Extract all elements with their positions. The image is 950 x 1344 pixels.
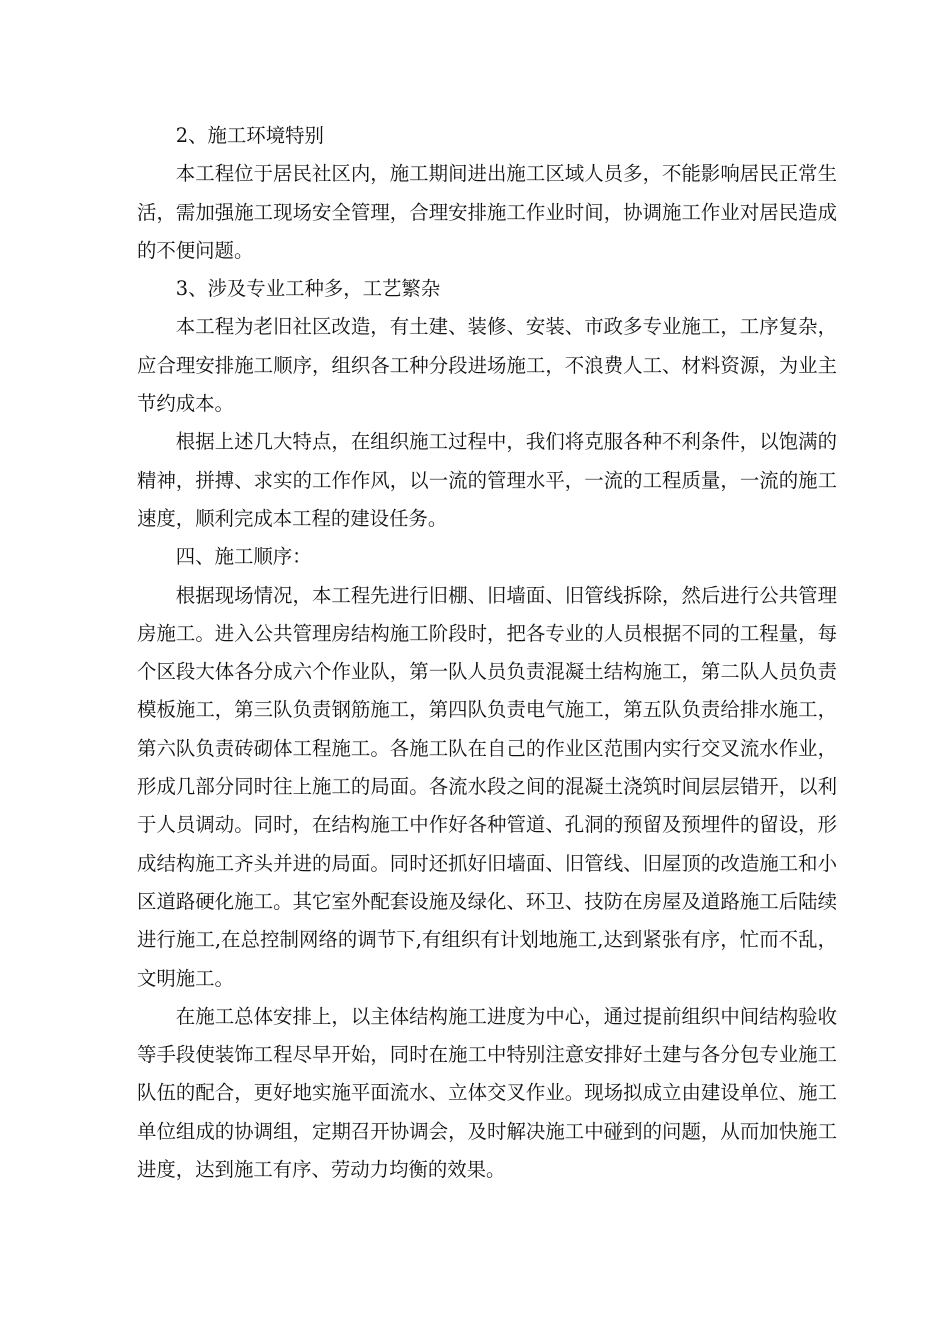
section-heading-3: 3、涉及专业工种多，工艺繁杂 [175, 277, 441, 301]
document-body [137, 117, 837, 1189]
paragraph-summary: 根据上述几大特点，在组织施工过程中，我们将克服各种不利条件，以饱满的精神，拼搏、求实的工作作风，以一流的管理水平，一流的工程质量，一流的施工速度，顺利完成本工程的建设任务。 [137, 430, 837, 530]
paragraph-environment: 本工程位于居民社区内，施工期间进出施工区域人员多，不能影响居民正常生活，需加强施工现场安全管理，合理安排施工作业时间，协调施工作业对居民造成的不便问题。 [137, 162, 837, 262]
paragraph-trades: 本工程为老旧社区改造，有土建、装修、安装、市政多专业施工，工序复杂，应合理安排施工顺序，组织各工种分段进场施工，不浪费人工、材料资源，为业主节约成本。 [137, 315, 837, 416]
section-heading-4: 四、施工顺序： [175, 545, 312, 569]
section-heading-2: 2、施工环境特别 [175, 124, 324, 147]
paragraph-arrangement: 在施工总体安排上，以主体结构施工进度为中心，通过提前组织中间结构验收等手段使装饰工程尽早开始，同时在施工中特别注意安排好土建与各分包专业施工队伍的配合，更好地实施平面流水、立体交叉作业。现场拟成立由建设单位、施工单位组成的协调组，定期召开协调会，及时解决施工中碰到的问题，从而加快施工进度，达到施工有序、劳动力均衡的效果。 [137, 1004, 837, 1182]
paragraph-sequence: 根据现场情况，本工程先进行旧棚、旧墙面、旧管线拆除，然后进行公共管理房施工。进入公共管理房结构施工阶段时，把各专业的人员根据不同的工程量，每个区段大体各分成六个作业队，第一队人员负责混凝土结构施工，第二队人员负责模板施工，第三队负责钢筋施工，第四队负责电气施工，第五队负责给排水施工，第六队负责砖砌体工程施工。各施工队在自己的作业区范围内实行交叉流水作业，形成几部分同时往上施工的局面。各流水段之间的混凝土浇筑时间层层错开，以利于人员调动。同时，在结构施工中作好各种管道、孔洞的预留及预埋件的留设，形成结构施工齐头并进的局面。同时还抓好旧墙面、旧管线、旧屋顶的改造施工和小区道路硬化施工。其它室外配套设施及绿化、环卫、技防在房屋及道路施工后陆续进行施工,在总控制网络的调节下,有组织有计划地施工,达到紧张有序，忙而不乱，文明施工。 [137, 583, 837, 990]
